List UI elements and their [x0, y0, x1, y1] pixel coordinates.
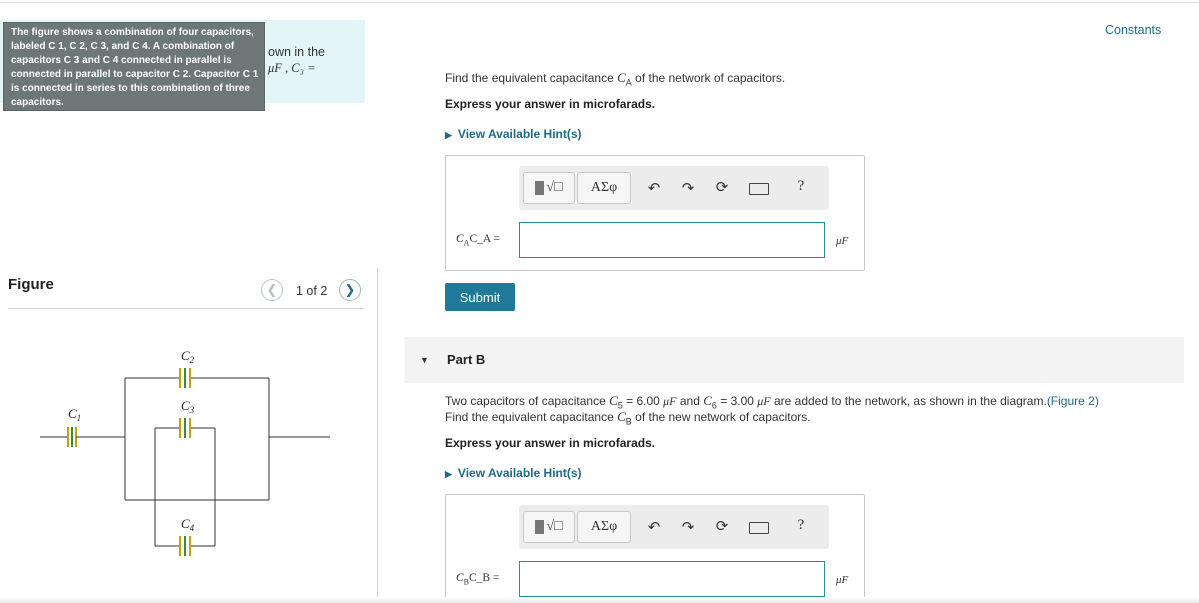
part-a-header-area: [405, 20, 1184, 50]
c3-label: $C_3$: [181, 398, 195, 415]
caret-right-icon: ▶: [445, 130, 452, 140]
help-icon[interactable]: ?: [797, 178, 805, 194]
previous-figure-button[interactable]: [261, 279, 283, 301]
part-b-question: Two capacitors of capacitance $C_5 = 6.00$ μF and $C_6 = 3.00$ μF are added to the network, as shown in the diagram.(Figure 2): [445, 393, 1099, 411]
greek-symbols-button[interactable]: ΑΣφ: [577, 172, 631, 204]
figure-description-tooltip: The figure shows a combination of four capacitors, labeled C 1, C 2, C 3, and C 4. A combination of capacitors C 3 and C 4 connected in parallel is connected in parallel to capacitor C 2. Capacitor C 1 is connected in series to this combination of three capacitors.: [3, 22, 265, 111]
submit-button[interactable]: Submit: [445, 283, 515, 311]
part-b-toolbar: [519, 505, 829, 549]
part-b-header[interactable]: [405, 337, 1184, 383]
keyboard-icon[interactable]: [749, 522, 769, 534]
reset-icon[interactable]: ⟳: [715, 179, 729, 196]
redo-icon[interactable]: ↷: [681, 519, 695, 536]
chevron-right-icon: ❯: [344, 282, 356, 297]
figure-pager-text: 1 of 2: [296, 284, 328, 298]
part-b-input-label: $C_BC\_B$ =: [456, 572, 500, 587]
undo-icon[interactable]: ↶: [647, 180, 661, 197]
part-a-input-label: $C_AC\_A$ =: [456, 233, 500, 248]
part-b-answer-input[interactable]: [519, 561, 825, 597]
sqrt-icon: √□: [546, 180, 563, 195]
reset-icon[interactable]: ⟳: [715, 518, 729, 535]
keyboard-icon[interactable]: [749, 183, 769, 195]
part-a-question: Find the equivalent capacitance $C_A$ of the network of capacitors.: [445, 70, 786, 88]
fraction-template-button[interactable]: [523, 511, 575, 543]
fraction-template-icon: [535, 181, 544, 195]
part-b-answer-box: [445, 494, 865, 603]
intro-text: own in the μF , C₃ =: [268, 45, 325, 75]
next-figure-button[interactable]: [339, 279, 361, 301]
caret-down-icon[interactable]: ▼: [420, 355, 429, 365]
help-icon[interactable]: ?: [797, 517, 805, 533]
part-b-question-line2: Find the equivalent capacitance $C_B$ of the new network of capacitors.: [445, 409, 811, 427]
part-a-unit: μF: [836, 235, 849, 247]
capacitor-circuit-diagram: [0, 320, 378, 580]
part-b-instructions: Express your answer in microfarads.: [445, 436, 656, 450]
figure-title: Figure: [8, 276, 54, 293]
part-a-toolbar: [519, 166, 829, 210]
part-b-title: Part B: [447, 352, 486, 367]
c4-label: $C_4$: [181, 516, 195, 533]
greek-symbols-button[interactable]: ΑΣφ: [577, 511, 631, 543]
caret-right-icon: ▶: [445, 469, 452, 479]
part-a-hint-toggle[interactable]: ▶ View Available Hint(s): [445, 127, 582, 141]
undo-icon[interactable]: ↶: [647, 519, 661, 536]
figure-divider: [8, 308, 365, 309]
fraction-template-icon: [535, 520, 544, 534]
part-a-answer-box: [445, 155, 865, 271]
chevron-left-icon: ❮: [266, 282, 278, 297]
part-b-unit: μF: [836, 574, 849, 586]
sqrt-icon: √□: [546, 519, 563, 534]
fraction-template-button[interactable]: [523, 172, 575, 204]
top-divider: [0, 2, 1199, 3]
c2-label: $C_2$: [181, 348, 195, 365]
constants-link[interactable]: Constants: [1105, 23, 1162, 37]
bottom-shadow: [0, 597, 1199, 603]
part-b-hint-toggle[interactable]: ▶ View Available Hint(s): [445, 466, 582, 480]
redo-icon[interactable]: ↷: [681, 180, 695, 197]
c1-label: $C_1$: [68, 406, 82, 423]
part-a-instructions: Express your answer in microfarads.: [445, 97, 656, 111]
figure-2-link[interactable]: (Figure 2): [1046, 394, 1099, 408]
part-a-answer-input[interactable]: [519, 222, 825, 258]
